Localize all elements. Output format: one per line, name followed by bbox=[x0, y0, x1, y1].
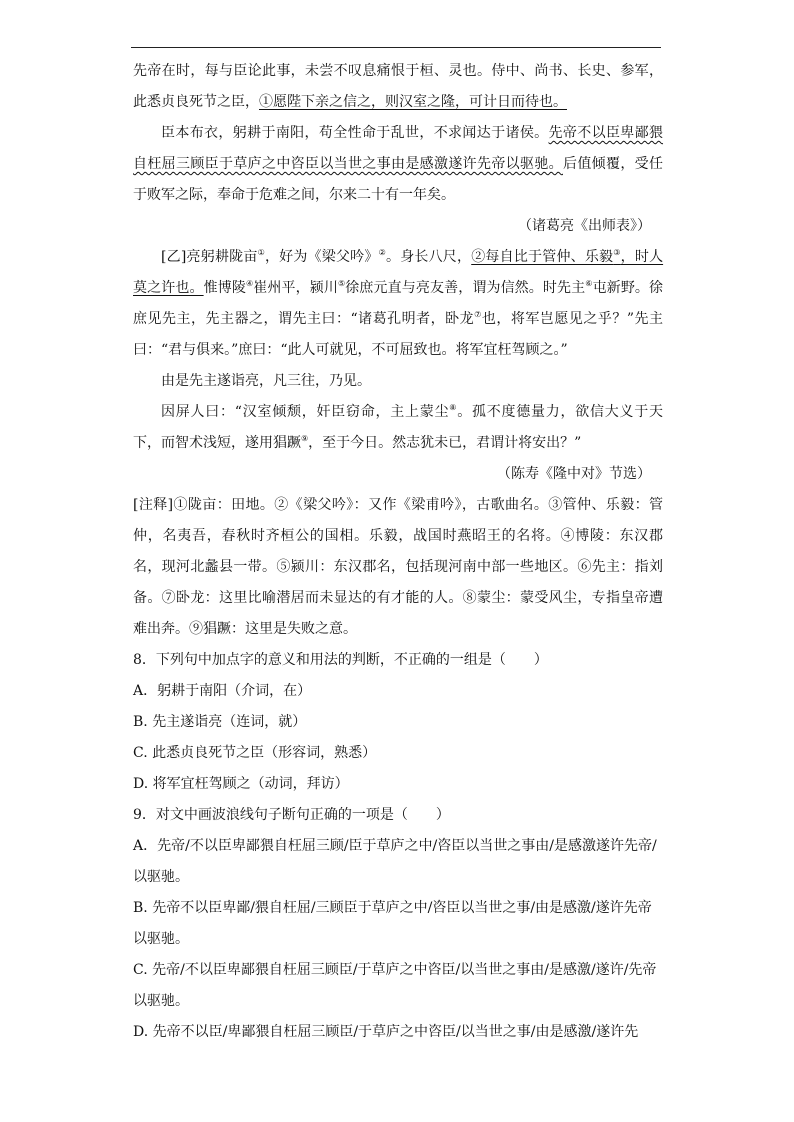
footnote-marker: ④ bbox=[245, 279, 254, 288]
passage-jia-source: （诸葛亮《出师表》） bbox=[518, 218, 651, 234]
text-span: 。身长八尺， bbox=[385, 249, 472, 265]
text-span: [乙]亮躬耕陇亩 bbox=[161, 249, 258, 265]
header-rule bbox=[131, 47, 661, 48]
question-9-option-a: A．先帝/不以臣卑鄙猥自枉屈三顾/臣于草庐之中/咨臣以当世之事由/是感激遂许先帝/以驱驰。 bbox=[133, 838, 657, 885]
question-8-option-c: C. 此悉贞良死节之臣（形容词，熟悉） bbox=[133, 745, 377, 761]
wavy-underlined-sentence: 先帝不以臣卑鄙猥自枉屈三顾臣于草庐之中咨臣以当世之事由是感激遂许先帝以驱驰。 bbox=[133, 125, 664, 172]
question-9-option-b: B. 先帝不以臣卑鄙/猥自枉屈/三顾臣于草庐之中/咨臣以当世之事/由是感激/遂许先帝以驱驰。 bbox=[133, 900, 652, 947]
text-span: 惟博陵 bbox=[203, 280, 246, 296]
text-span: 先帝在时，每与臣论此事，未尝不叹息痛恨于桓、灵也。侍中、尚书、长史、参军，此悉贞良死节之臣， bbox=[133, 63, 663, 110]
text-span: 臣本布衣，躬耕于南阳，苟全性命于乱世，不求闻达于诸侯。 bbox=[161, 125, 549, 141]
passage-yi-paragraph-3 bbox=[133, 397, 663, 459]
question-9-option-c: C. 先帝/不以臣卑鄙猥自枉屈三顾臣/于草庐之中咨臣/以当世之事由/是感激/遂许/先帝以驱驰。 bbox=[133, 962, 657, 1009]
question-9-option-d: D. 先帝不以臣/卑鄙猥自枉屈三顾臣/于草庐之中咨臣/以当世之事/由是感激/遂许先 bbox=[133, 1024, 639, 1040]
text-span: 也，将军岂愿见之乎？”先主曰：“君与俱来。”庶曰：“此人可就见，不可屈致也。将军宜枉驾顾之。” bbox=[133, 311, 663, 358]
annotation-notes: [注释]①陇亩：田地。②《梁父吟》：又作《梁甫吟》，古歌曲名。③管仲、乐毅：管仲，名夷吾，春秋时齐桓公的国相。乐毅，战国时燕昭王的名将。④博陵：东汉郡名，现河北蠡县一带。⑤颍川：东汉郡名，包括现河南中部一些地区。⑥先主：指刘备。⑦卧龙：这里比喻潜居而未显达的有才能的人。⑧蒙尘：蒙受风尘，专指皇帝遭难出奔。⑨猖蹶：这里是失败之意。 bbox=[133, 497, 663, 637]
text-span: 屯新野。徐庶见先主，先主器之，谓先主曰：“诸葛孔明者，卧龙 bbox=[133, 280, 664, 327]
underlined-sentence-1: ①愿陛下亲之信之，则汉室之隆，可计日而待也。 bbox=[259, 94, 567, 110]
footnote-marker: ⑥ bbox=[585, 279, 593, 288]
passage-jia-paragraph-1 bbox=[133, 56, 663, 118]
text-span: 崔州平，颍川 bbox=[253, 280, 338, 296]
document-body bbox=[133, 56, 663, 1048]
question-8-option-d: D. 将军宜枉驾顾之（动词，拜访） bbox=[133, 776, 349, 792]
question-8-option-a: A．躬耕于南阳（介词，在） bbox=[133, 683, 312, 699]
footnote-marker: ① bbox=[257, 248, 265, 257]
text-span: 。孤不度德量力，欲信大义于天下，而智术浅短，遂用猖蹶 bbox=[133, 404, 664, 451]
passage-yi-paragraph-1 bbox=[133, 242, 663, 366]
footnote-marker: ⑧ bbox=[449, 403, 458, 412]
text-span: 徐庶元直与亮友善，谓为信然。时先主 bbox=[345, 280, 586, 296]
footnote-marker: ⑦ bbox=[474, 310, 482, 319]
passage-yi-source: （陈寿《隆中对》节选） bbox=[497, 466, 651, 482]
text-span: 因屏人曰：“汉室倾颓，奸臣窃命，主上蒙尘 bbox=[161, 404, 450, 420]
text-span: ，好为《梁父吟》 bbox=[264, 249, 379, 265]
text-span: 后值倾覆，受任于败军之际，奉命于危难之间，尔来二十有一年矣。 bbox=[133, 156, 663, 203]
question-9-stem: 9．对文中画波浪线句子断句正确的一项是（ ） bbox=[133, 807, 450, 823]
footnote-marker: ③ bbox=[613, 248, 621, 257]
passage-jia-paragraph-2 bbox=[133, 118, 663, 211]
footnote-marker: ⑤ bbox=[337, 279, 346, 288]
text-span: ，时人莫之许也。 bbox=[133, 249, 664, 296]
text-span: ②每自比于管仲、乐毅 bbox=[471, 249, 614, 265]
footnote-marker: ② bbox=[378, 248, 386, 257]
question-8-stem: 8．下列句中加点字的意义和用法的判断，不正确的一组是（ ） bbox=[133, 652, 548, 668]
text-span: ，至于今日。然志犹未已，君谓计将安出？” bbox=[308, 435, 582, 451]
footnote-marker: ⑨ bbox=[301, 434, 309, 443]
passage-yi-paragraph-2: 由是先主遂诣亮，凡三往，乃见。 bbox=[161, 373, 371, 389]
question-8-option-b: B. 先主遂诣亮（连词，就） bbox=[133, 714, 307, 730]
